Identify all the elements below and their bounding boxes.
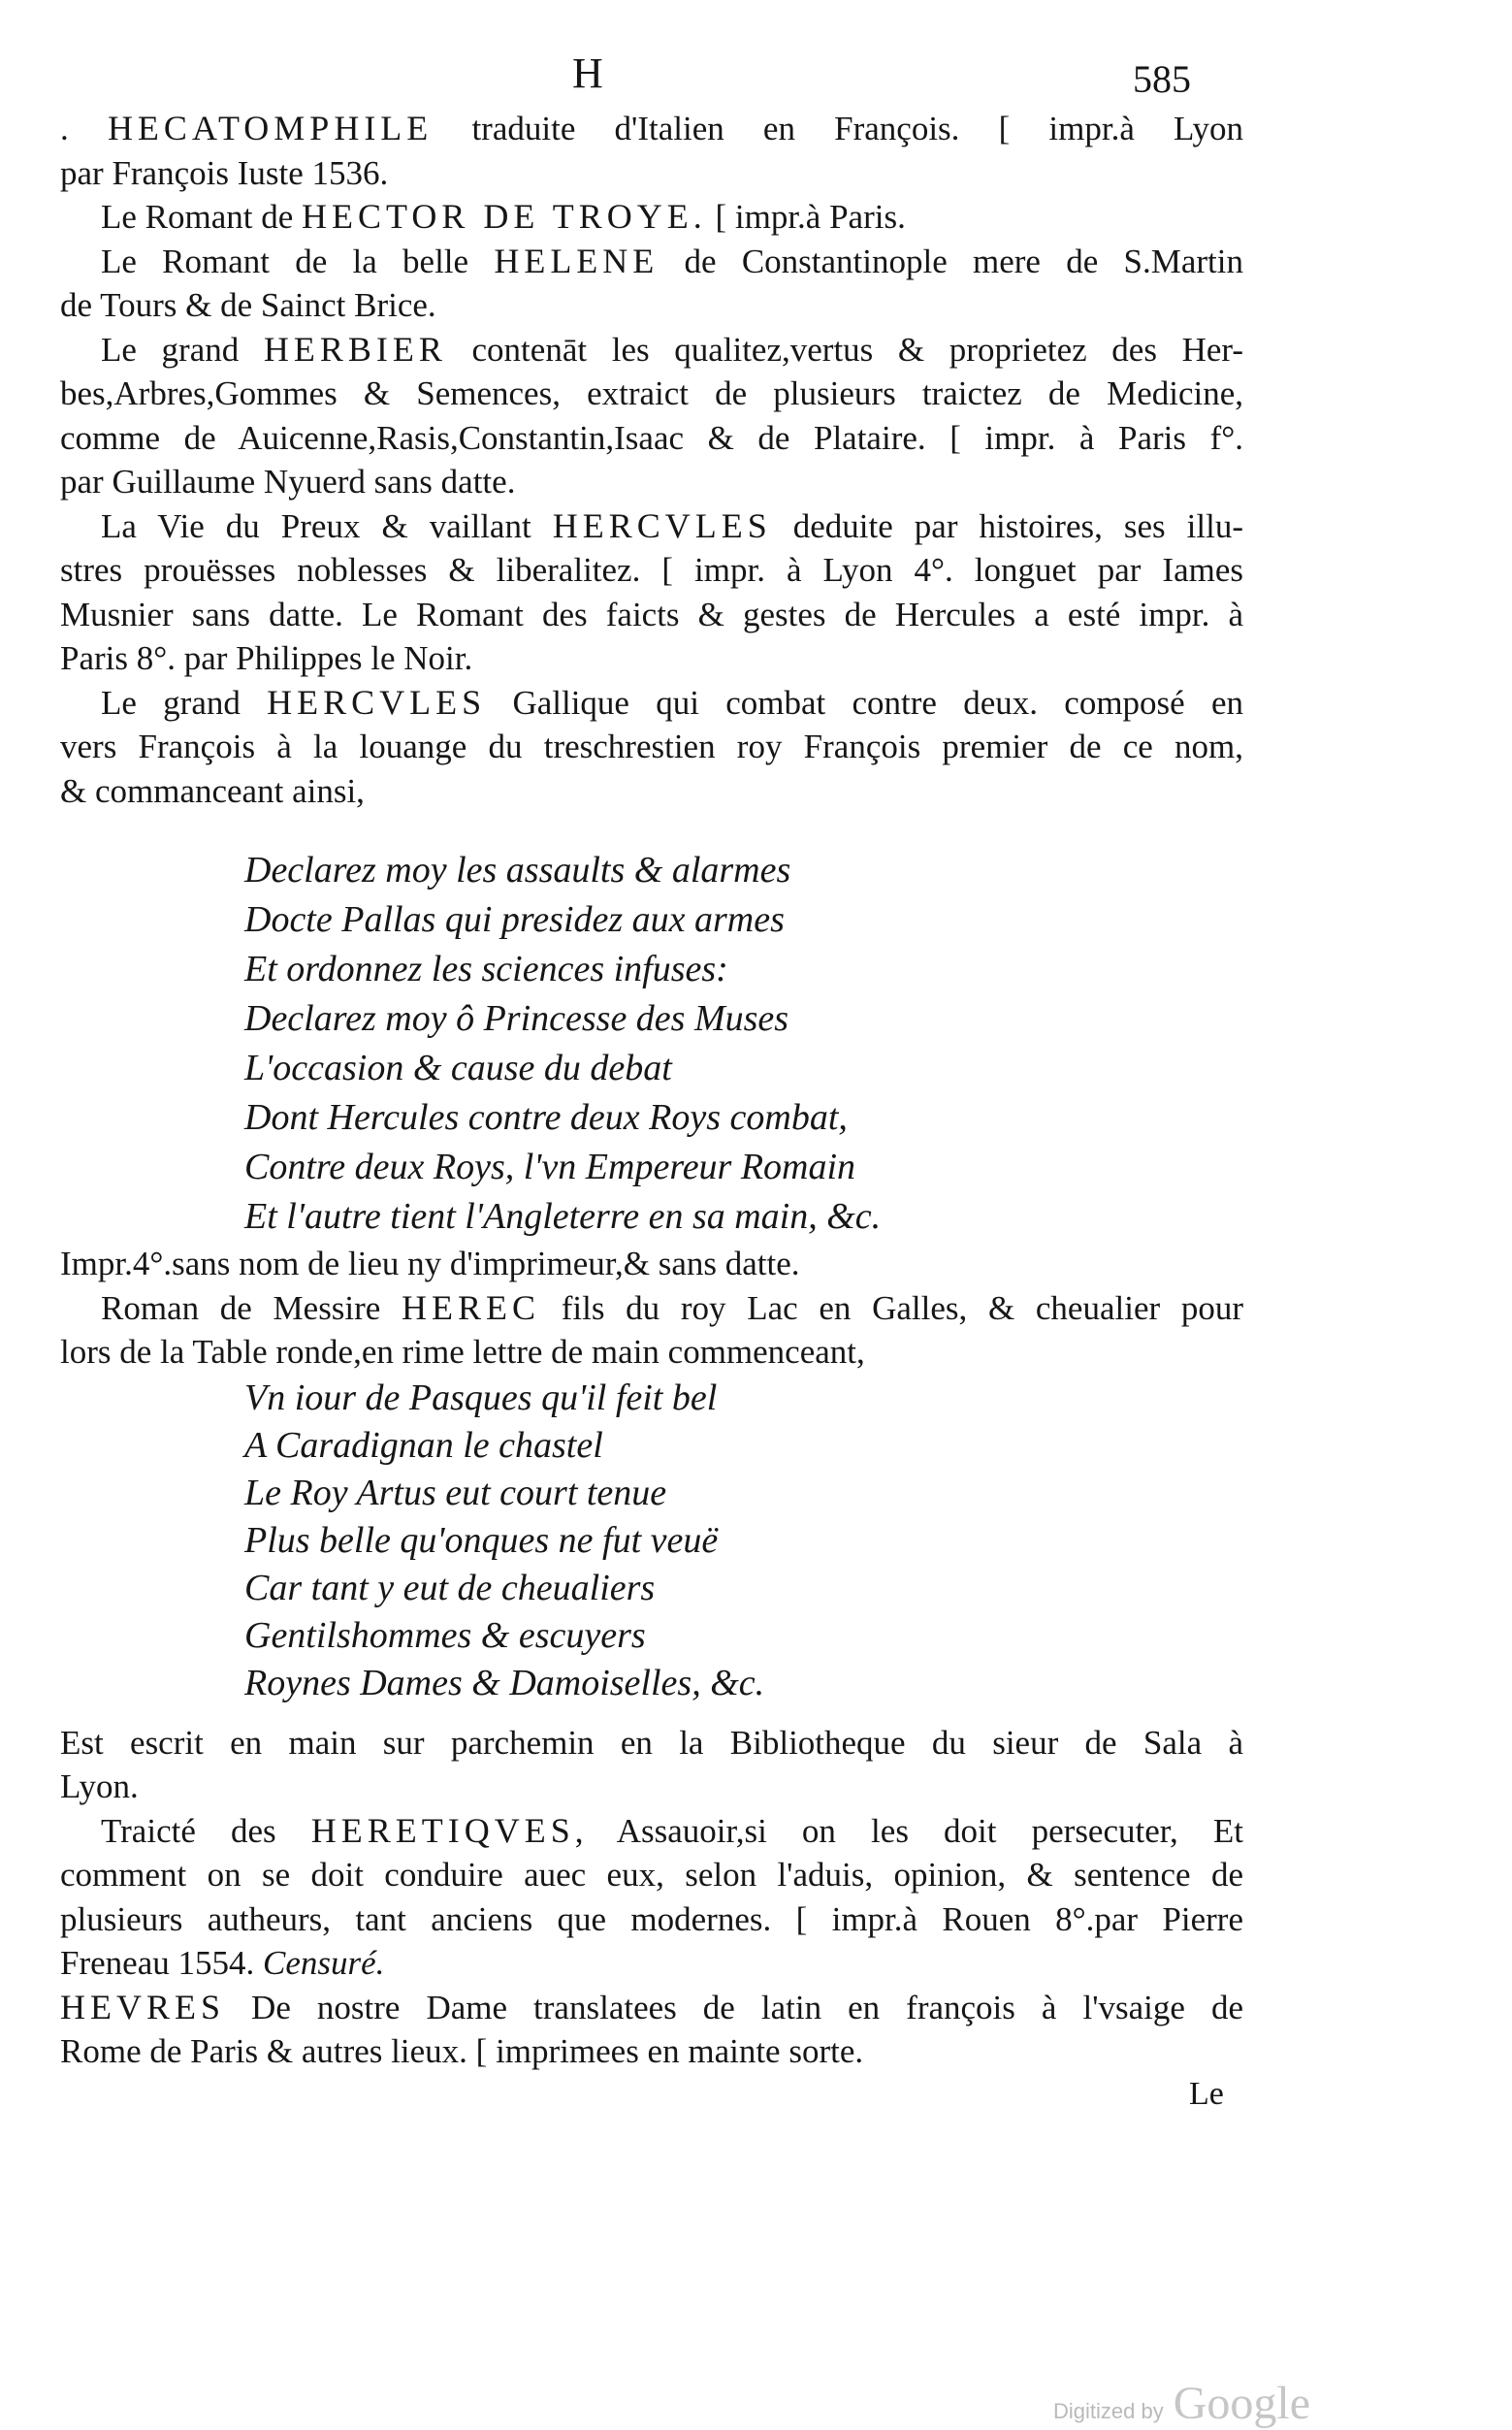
verse-line: Et ordonnez les sciences infuses:	[244, 949, 728, 989]
entry-title: HEVRES	[60, 1987, 226, 2026]
verse-line: L'occasion & cause du debat	[244, 1048, 672, 1088]
entry-title: HEREC	[402, 1287, 541, 1327]
line-segment: La Vie du Preux & vaillant	[101, 506, 553, 545]
verse-line: Plus belle qu'onques ne fut veuë	[244, 1519, 719, 1561]
verse-line: Docte Pallas qui presidez aux armes	[244, 899, 785, 940]
verse-line: Gentilshommes & escuyers	[244, 1614, 646, 1656]
line-segment: par François Iuste 1536.	[60, 153, 389, 192]
entry-title: HECTOR DE TROYE.	[302, 197, 707, 236]
watermark-prefix: Digitized by	[1053, 2399, 1164, 2423]
text-line	[60, 151, 1243, 196]
line-segment: Le Romant de	[101, 198, 303, 236]
verse-line: Contre deux Roys, l'vn Empereur Romain	[244, 1147, 856, 1187]
line-segment: & commanceant ainsi,	[60, 771, 365, 810]
line-segment: Le Romant de la belle	[101, 242, 495, 280]
text-line	[60, 504, 1243, 549]
running-head-letter: H	[572, 49, 605, 97]
line-segment: contenāt les qualitez,vertus & proprietez des Her-	[446, 330, 1243, 369]
verse-line: Et l'autre tient l'Angleterre en sa main, &c.	[244, 1196, 882, 1237]
entry-title: HERETIQVES	[310, 1810, 575, 1850]
line-segment: Gallique qui combat contre deux. composé en	[486, 683, 1243, 722]
text-line	[60, 195, 1243, 240]
spacer	[60, 813, 1243, 846]
line-segment: de Tours & de Sainct Brice.	[60, 286, 436, 324]
text-line	[60, 636, 1243, 681]
catchword: Le	[1189, 2076, 1224, 2112]
line-segment: Paris 8°. par Philippes le Noir.	[60, 639, 473, 677]
line-segment: deduite par histoires, ses illu-	[771, 506, 1243, 545]
text-line	[60, 725, 1243, 769]
verse-line: Dont Hercules contre deux Roys combat,	[244, 1097, 848, 1138]
entry-title: HELENE	[494, 241, 659, 280]
text-line	[60, 283, 1243, 328]
text-line	[60, 1986, 1243, 2030]
line-segment: Musnier sans datte. Le Romant des faicts & gestes de Hercules a esté impr. à	[60, 595, 1243, 633]
verse-line: Le Roy Artus eut court tenue	[244, 1472, 667, 1513]
line-segment: traduite d'Italien en François. [ impr.à Lyon	[433, 110, 1244, 147]
verse-line: A Caradignan le chastel	[244, 1424, 603, 1466]
line-segment: par Guillaume Nyuerd sans datte.	[60, 463, 516, 501]
verse-line: Roynes Dames & Damoiselles, &c.	[244, 1662, 765, 1703]
line-segment: Lyon.	[60, 1767, 139, 1805]
line-segment: Traicté des	[101, 1811, 311, 1850]
entries-section	[60, 107, 1243, 813]
text-line	[60, 107, 1243, 151]
text-line	[60, 416, 1243, 461]
line-segment: Rome de Paris & autres lieux. [ imprimees en mainte sorte.	[60, 2032, 864, 2070]
text-line	[60, 1242, 1243, 1286]
page-number: 585	[1133, 57, 1191, 101]
text-line	[60, 1809, 1243, 1854]
line-segment: comme de Auicenne,Rasis,Constantin,Isaac & de Plataire. [ impr. à Paris f°.	[60, 418, 1243, 457]
digitization-watermark	[1053, 2377, 1310, 2430]
text-line	[60, 1330, 1243, 1375]
text-block	[60, 107, 1243, 2074]
text-line	[60, 1897, 1243, 1942]
line-segment: , Assauoir,si on les doit persecuter, Et	[574, 1811, 1243, 1850]
line-segment: Roman de Messire	[101, 1288, 402, 1327]
spacer	[60, 1707, 1243, 1721]
text-line	[60, 240, 1243, 284]
text-line	[60, 593, 1243, 637]
text-line	[60, 548, 1243, 593]
verse-herec	[60, 1375, 1243, 1707]
text-line	[60, 1853, 1243, 1897]
text-line	[60, 1765, 1243, 1809]
line-segment: vers François à la louange du treschrestien roy François premier de ce nom,	[60, 728, 1243, 765]
line-segment: .	[60, 110, 108, 147]
closing-section	[60, 1721, 1243, 2074]
line-segment: Impr.4°.sans nom de lieu ny d'imprimeur,& sans datte.	[60, 1245, 800, 1282]
middle-section	[60, 1242, 1243, 1375]
line-segment: lors de la Table ronde,en rime lettre de main commenceant,	[60, 1333, 865, 1371]
entry-title: HECATOMPHILE	[107, 109, 434, 147]
line-segment: fils du roy Lac en Galles, & cheualier pour	[540, 1288, 1243, 1327]
text-line	[60, 328, 1243, 373]
line-segment: plusieurs autheurs, tant anciens que modernes. [ impr.à Rouen 8°.par Pierre	[60, 1899, 1243, 1938]
line-segment: [ impr.à Paris.	[706, 198, 906, 236]
verse-line: Vn iour de Pasques qu'il feit bel	[244, 1377, 718, 1418]
verse-line: Car tant y eut de cheualiers	[244, 1567, 656, 1608]
line-segment: Est escrit en main sur parchemin en la Bibliotheque du sieur de Sala à	[60, 1723, 1243, 1762]
verse-hercules	[60, 846, 1243, 1242]
line-segment: bes,Arbres,Gommes & Semences, extraict de plusieurs traictez de Medicine,	[60, 374, 1243, 412]
entry-title: HERCVLES	[552, 505, 772, 545]
line-segment: Censuré.	[262, 1944, 385, 1982]
text-line	[60, 1721, 1243, 1766]
entry-title: HERCVLES	[267, 682, 487, 722]
text-line	[60, 372, 1243, 416]
text-line	[60, 1941, 1243, 1986]
verse-line: Declarez moy les assaults & alarmes	[244, 850, 791, 891]
line-segment: de Constantinople mere de S.Martin	[659, 242, 1243, 280]
text-line	[60, 681, 1243, 726]
google-logo: Google	[1173, 2378, 1311, 2429]
line-segment: De nostre Dame translatees de latin en françois à l'vsaige de	[225, 1988, 1243, 2026]
text-line	[60, 769, 1243, 814]
entry-title: HERBIER	[263, 329, 447, 369]
line-segment: comment on se doit conduire auec eux, selon l'aduis, opinion, & sentence de	[60, 1856, 1243, 1894]
verse-line: Declarez moy ô Princesse des Muses	[244, 998, 789, 1039]
line-segment: Le grand	[101, 330, 264, 369]
line-segment: Le grand	[101, 683, 268, 722]
text-line	[60, 1286, 1243, 1331]
line-segment: stres prouësses noblesses & liberalitez. [ impr. à Lyon 4°. longuet par Iames	[60, 551, 1243, 589]
text-line	[60, 460, 1243, 504]
text-line	[60, 2029, 1243, 2074]
line-segment: Freneau 1554.	[60, 1944, 263, 1982]
